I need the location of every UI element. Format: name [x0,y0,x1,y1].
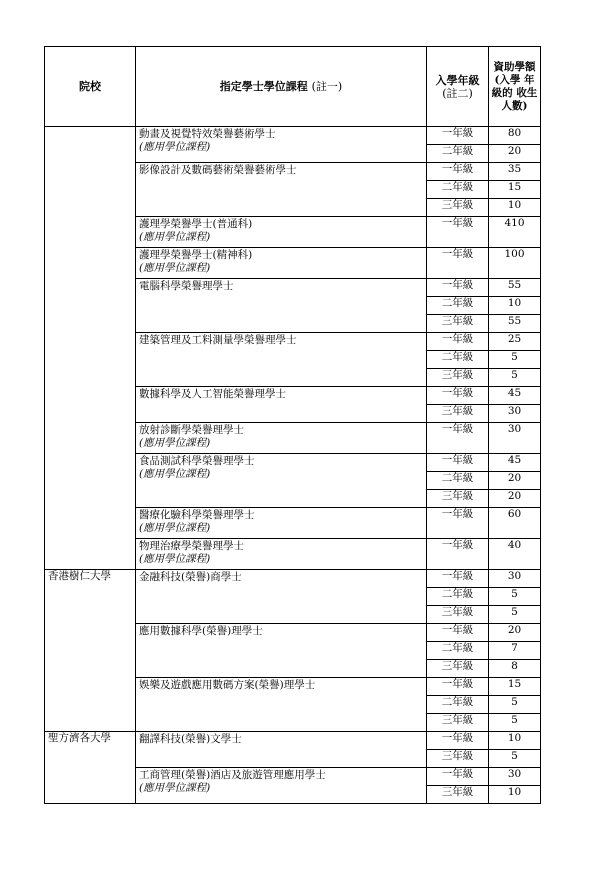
programme-name: 食品測試科學榮譽理學士 [139,455,255,467]
programme-name: 工商管理(榮譽)酒店及旅遊管理應用學士 [139,769,326,781]
year-cell: 一年級 [427,732,489,750]
programme-cell [136,454,427,508]
programme-cell [136,423,427,454]
table-row [45,732,541,750]
programme-cell [136,539,427,570]
year-cell: 一年級 [427,248,489,279]
header-school [45,47,136,127]
programme-type: (應用學位課程) [139,231,211,243]
programme-cell [136,127,427,163]
header-year [427,47,489,127]
year-cell: 三年級 [427,606,489,624]
school-cell [45,127,136,570]
places-cell: 30 [489,768,541,786]
programme-name: 動畫及視覺特效榮譽藝術學士 [139,128,276,140]
programme-name: 放射診斷學榮譽理學士 [139,424,244,436]
school-cell: 聖方濟各大學 [45,732,136,804]
programme-name: 金融科技(榮譽)商學士 [139,571,242,583]
year-cell: 二年級 [427,351,489,369]
programme-name: 護理學榮譽學士(精神科) [139,249,253,261]
table-row [45,127,541,145]
school-cell: 香港樹仁大學 [45,570,136,732]
programme-name: 翻譯科技(榮譽)文學士 [139,733,242,745]
programme-cell [136,624,427,678]
year-cell: 三年級 [427,714,489,732]
year-cell: 一年級 [427,127,489,145]
programme-type: (應用學位課程) [139,437,211,449]
year-cell: 一年級 [427,624,489,642]
programme-name: 護理學榮譽學士(普通科) [139,218,253,230]
places-cell: 15 [489,181,541,199]
places-cell: 55 [489,279,541,297]
year-cell: 三年級 [427,405,489,423]
header-places [489,47,541,127]
year-cell: 三年級 [427,199,489,217]
programme-cell [136,387,427,423]
year-cell: 一年級 [427,570,489,588]
places-cell: 10 [489,199,541,217]
year-cell: 一年級 [427,423,489,454]
programme-name: 電腦科學榮譽理學士 [139,280,234,292]
places-cell: 30 [489,423,541,454]
header-programme [136,47,427,127]
funded-places-table [44,46,541,804]
year-cell: 三年級 [427,369,489,387]
programme-name: 建築管理及工料測量學榮譽理學士 [139,334,297,346]
table-body [45,127,541,804]
programme-name: 數據科學及人工智能榮譽理學士 [139,388,286,400]
places-cell: 30 [489,570,541,588]
programme-cell [136,333,427,387]
header-year-note: (註二) [442,86,473,100]
places-cell: 45 [489,454,541,472]
programme-cell [136,570,427,624]
year-cell: 一年級 [427,279,489,297]
places-cell: 30 [489,405,541,423]
year-cell: 一年級 [427,768,489,786]
year-cell: 一年級 [427,454,489,472]
year-cell: 二年級 [427,297,489,315]
programme-type: (應用學位課程) [139,782,211,794]
year-cell: 三年級 [427,490,489,508]
header-year-label: 入學年級 [435,73,480,87]
places-cell: 5 [489,588,541,606]
places-cell: 10 [489,732,541,750]
programme-name: 物理治療學榮譽理學士 [139,540,244,552]
header-programme-note: (註一) [311,80,343,93]
places-cell: 5 [489,369,541,387]
year-cell: 一年級 [427,333,489,351]
programme-name: 醫療化驗科學榮譽理學士 [139,509,255,521]
programme-type: (應用學位課程) [139,141,211,153]
year-cell: 三年級 [427,750,489,768]
programme-cell [136,163,427,217]
places-cell: 10 [489,297,541,315]
places-cell: 5 [489,606,541,624]
places-cell: 410 [489,217,541,248]
year-cell: 一年級 [427,508,489,539]
year-cell: 一年級 [427,678,489,696]
places-cell: 40 [489,539,541,570]
programme-cell [136,508,427,539]
places-cell: 5 [489,696,541,714]
places-cell: 5 [489,714,541,732]
programme-cell [136,732,427,768]
year-cell: 二年級 [427,145,489,163]
programme-name: 影像設計及數碼藝術榮譽藝術學士 [139,164,297,176]
places-cell: 20 [489,624,541,642]
places-cell: 100 [489,248,541,279]
programme-cell [136,279,427,333]
programme-cell [136,678,427,732]
year-cell: 二年級 [427,181,489,199]
year-cell: 二年級 [427,588,489,606]
table-row [45,570,541,588]
places-cell: 8 [489,660,541,678]
places-cell: 20 [489,472,541,490]
places-cell: 35 [489,163,541,181]
places-cell: 45 [489,387,541,405]
places-cell: 20 [489,145,541,163]
programme-name: 娛樂及遊戲應用數碼方案(榮譽)理學士 [139,679,316,691]
header-row [45,47,541,127]
places-cell: 80 [489,127,541,145]
year-cell: 二年級 [427,642,489,660]
year-cell: 一年級 [427,539,489,570]
places-cell: 25 [489,333,541,351]
places-cell: 5 [489,750,541,768]
places-cell: 5 [489,351,541,369]
header-places-label: 資助學額 (入學 年級的 收生 人數) [491,60,538,112]
year-cell: 一年級 [427,387,489,405]
year-cell: 一年級 [427,163,489,181]
places-cell: 10 [489,786,541,804]
places-cell: 60 [489,508,541,539]
programme-type: (應用學位課程) [139,522,211,534]
programme-name: 應用數據科學(榮譽)理學士 [139,625,263,637]
programme-cell [136,217,427,248]
header-programme-label: 指定學士學位課程 [219,80,308,93]
year-cell: 二年級 [427,472,489,490]
programme-type: (應用學位課程) [139,262,211,274]
places-cell: 20 [489,490,541,508]
programme-type: (應用學位課程) [139,553,211,565]
year-cell: 三年級 [427,660,489,678]
places-cell: 55 [489,315,541,333]
places-cell: 15 [489,678,541,696]
places-cell: 7 [489,642,541,660]
programme-cell [136,768,427,804]
programme-cell [136,248,427,279]
year-cell: 一年級 [427,217,489,248]
programme-type: (應用學位課程) [139,468,211,480]
header-school-label: 院校 [79,80,101,93]
year-cell: 三年級 [427,786,489,804]
year-cell: 二年級 [427,696,489,714]
year-cell: 三年級 [427,315,489,333]
